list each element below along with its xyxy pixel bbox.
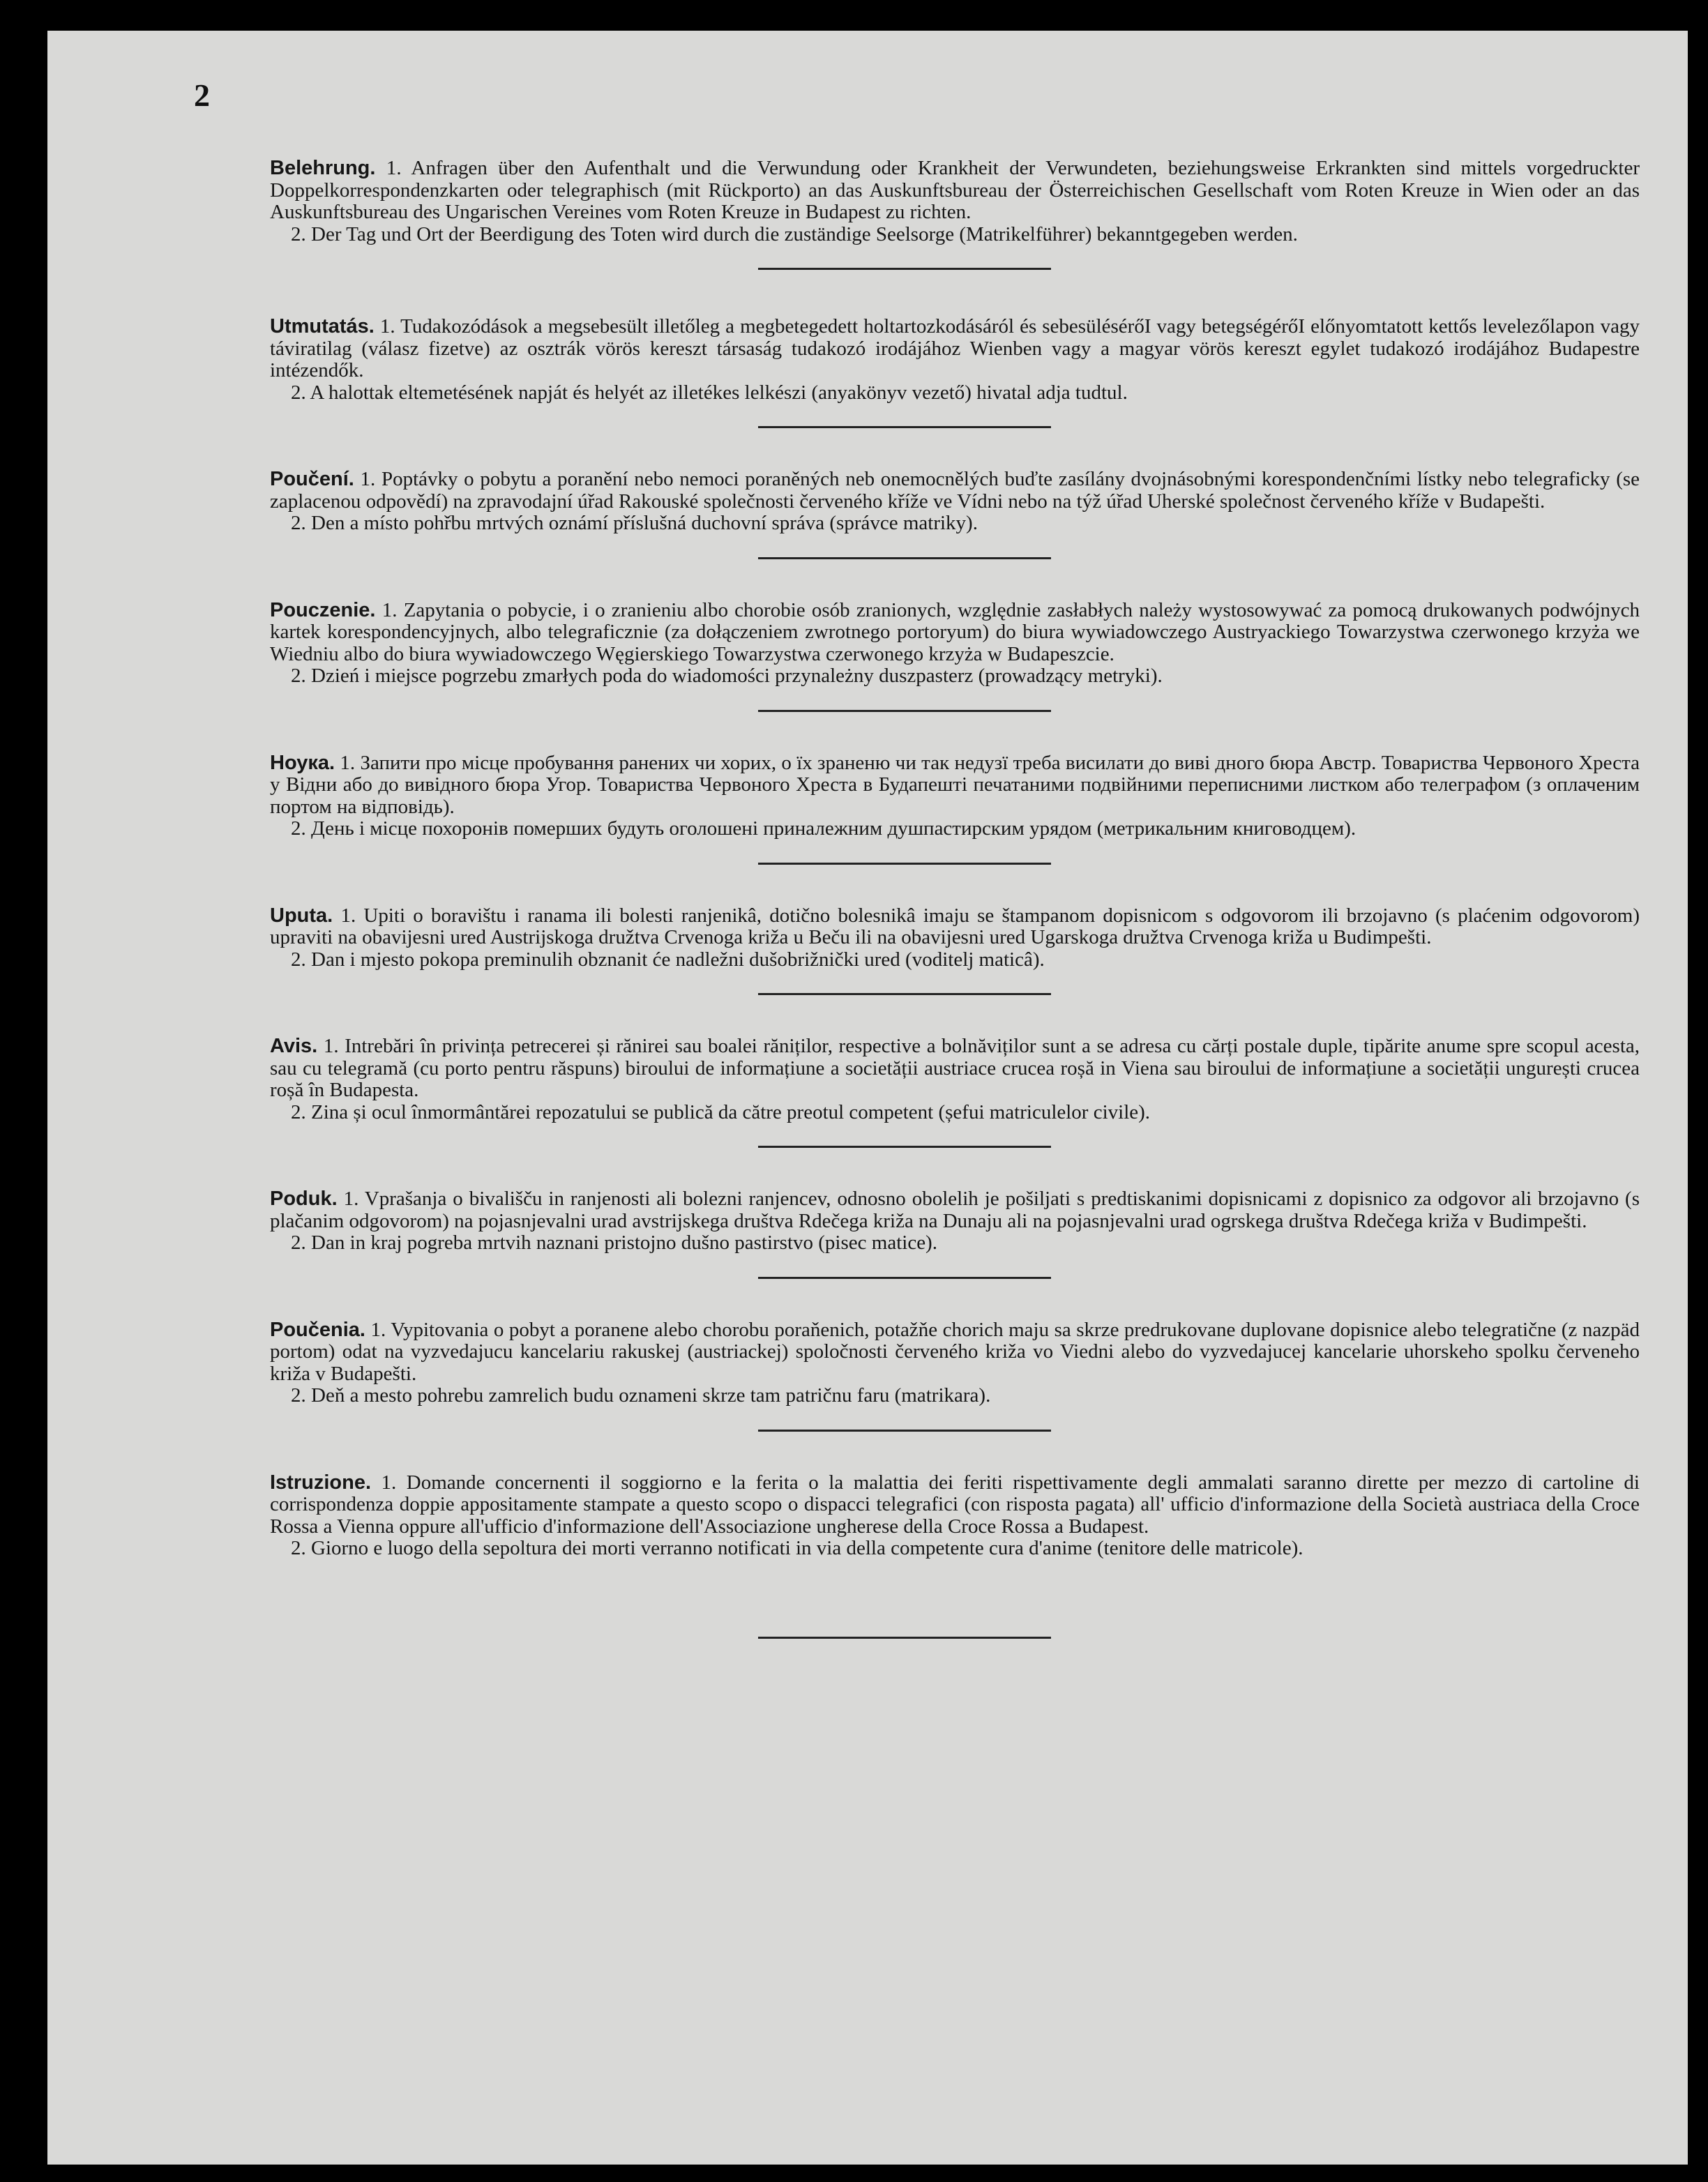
notice-paragraph-1: 1. Upiti o boravištu i ranama ili bolesti ranjenikâ, dotično bolesnikâ imaju se štampanom dopisnicom s odgovorom ili brzojavno (s plaćenim odgovorom) upraviti na obavijesni ured Austrijskoga družtva Crvenoga križa u Beču ili na obavijesni ured Ugarskoga družtva Crvenoga križa u Budimpešti. (270, 904, 1640, 948)
notice-paragraph-2: 2. Dan in kraj pogreba mrtvih naznani pristojno dušno pastirstvo (pisec matice). (291, 1232, 937, 1254)
notice-title: Poduk. (270, 1188, 338, 1210)
notice-paragraph-2: 2. Giorno e luogo della sepoltura dei morti verranno notificati in via della competente cura d'anime (tenitore delle matricole). (291, 1537, 1303, 1559)
section-divider (758, 710, 1051, 712)
notice-romanian (270, 1036, 1640, 1123)
section-divider (758, 268, 1051, 270)
section-divider (758, 1146, 1051, 1148)
notice-paragraph-1: 1. Запити про місце пробування ранених чи хорих, о їх зраненю чи так недузї треба висилати до виві дного бюра Австр. Товариства Червоного Хреста у Відни або до вивідного бюра Угор. Товариства Червоного Хреста в Будапешті печатаними подвійними переписними листком або телеграфом (з оплаченим портом на відповідь). (270, 751, 1640, 818)
notice-polish (270, 600, 1640, 688)
notice-paragraph-1: 1. Zapytania o pobycie, i o zranieniu albo chorobie osób zranionych, względnie zasłabłych należy wystosowywać za pomocą drukowanych podwójnych kartek korespondencyjnych, albo telegraficznie (za dołączeniem zwrotnego portoryum) do biura wywiadowczego Austryackiego Towarzystwa czerwonego krzyża we Wiedniu albo do biura wywiadowczego Węgierskiego Towarzystwa czerwonego krzyża w Budapeszcie. (270, 598, 1640, 665)
notice-paragraph-1: 1. Poptávky o pobytu a poranění nebo nemoci poraněných neb onemocnělých buďte zasílány dvojnásobnými korespondenčními lístky nebo telegraficky (se zaplacenou odpovědí) na zpravodajní úřad Rakouské společnosti červeného kříže ve Vídni nebo na týž úřad Uherské společnost červeného kříže v Budapešti. (270, 468, 1640, 513)
notice-title: Ноука. (270, 751, 335, 774)
notice-title: Pouczenie. (270, 598, 376, 621)
notices-column (270, 129, 1640, 1639)
notice-paragraph-1: 1. Intrebări în privința petrecerei și rănirei sau boalei răniților, respective a bolnăviților sunt a se adresa cu cărți postale duple, tipărite anume spre scopul acesta, sau cu telegramă (cu porto pentru răspuns) biroului de informațiune a societății austriace crucea roșă in Viena sau biroului de informațiune a societății ungurești crucea roșă în Budapesta. (270, 1035, 1640, 1101)
section-divider (758, 1637, 1051, 1639)
notice-czech (270, 469, 1640, 535)
notice-slovak (270, 1319, 1640, 1407)
notice-title: Avis. (270, 1035, 318, 1057)
notice-title: Istruzione. (270, 1471, 372, 1494)
section-divider (758, 557, 1051, 559)
notice-paragraph-1: 1. Vprašanja o bivališču in ranjenosti ali bolezni ranjencev, odnosno obolelih je pošiljati s predtiskanimi dopisnicami z dopisnico za odgovor ali brzojavno (s plačanim odgovorom) na pojasnjevalni urad avstrijskega društva Rdečega križa na Dunaju ali na pojasnjevalni urad ogrskega društva Rdečega križa v Budimpešti. (270, 1188, 1640, 1232)
notice-paragraph-1: 1. Anfragen über den Aufenthalt und die Verwundung oder Krankheit der Verwundeten, beziehungsweise Erkrankten sind mittels vorgedruckter Doppelkorrespondenzkarten oder telegraphisch (mit Rückporto) an das Auskunftsbureau der Österreichischen Gesellschaft vom Roten Kreuze in Wien oder an das Auskunftsbureau des Ungarischen Vereines vom Roten Kreuze in Budapest zu richten. (270, 157, 1640, 223)
notice-croatian (270, 905, 1640, 971)
document-page (47, 31, 1688, 2165)
notice-italian (270, 1472, 1640, 1560)
notice-slovenian (270, 1188, 1640, 1255)
notice-paragraph-2: 2. A halottak eltemetésének napját és helyét az illetékes lelkészi (anyakönyv vezető) hivatal adja tudtul. (291, 381, 1128, 404)
notice-paragraph-1: 1. Domande concernenti il soggiorno e la ferita o la malattia dei feriti rispettivamente degli ammalati saranno dirette per mezzo di cartoline di corrispondenza doppie appositamente stampate a questo scopo o dispacci telegrafici (con risposta pagata) all' ufficio d'informazione della Società austriaca della Croce Rossa a Vienna oppure all'ufficio d'informazione dell'Associazione ungherese della Croce Rossa a Budapest. (270, 1471, 1640, 1538)
notice-paragraph-2: 2. Der Tag und Ort der Beerdigung des Toten wird durch die zuständige Seelsorge (Matrikelführer) bekanntgegeben werden. (291, 222, 1298, 245)
notice-paragraph-2: 2. Zina și ocul înmormântărei repozatului se publică da către preotul competent (șefui matriculelor civile). (291, 1100, 1151, 1123)
section-divider (758, 426, 1051, 428)
notice-hungarian (270, 316, 1640, 404)
section-divider (758, 863, 1051, 865)
notice-paragraph-2: 2. Deň a mesto pohrebu zamrelich budu oznameni skrze tam patričnu faru (matrikara). (291, 1384, 991, 1407)
notice-title: Poučenia. (270, 1318, 365, 1341)
notice-ukrainian (270, 752, 1640, 840)
section-divider (758, 1277, 1051, 1279)
notice-title: Poučení. (270, 468, 354, 490)
notice-paragraph-2: 2. Dzień i miejsce pogrzebu zmarłych poda do wiadomości przynależny duszpasterz (prowadzący metryki). (291, 665, 1163, 687)
notice-title: Uputa. (270, 904, 333, 927)
notice-title: Belehrung. (270, 157, 376, 179)
notice-paragraph-2: 2. День і місце похоронів померших будуть оголошені приналежним душпастирским урядом (метрикальним книговодцем). (291, 817, 1356, 840)
notice-german (270, 158, 1640, 245)
notice-paragraph-2: 2. Dan i mjesto pokopa preminulih obznanit će nadležni dušobrižnički ured (voditelj maticâ). (291, 948, 1045, 971)
page-number: 2 (194, 77, 210, 113)
notice-paragraph-2: 2. Den a místo pohřbu mrtvých oznámí příslušná duchovní správa (správce matriky). (291, 512, 978, 534)
notice-paragraph-1: 1. Tudakozódások a megsebesült illetőleg a megbetegedett holtartozkodásáról és sebesülésérőI vagy betegségérőI előnyomtatott kettős levelezőlapon vagy táviratilag (válasz fizetve) az osztrák vörös kereszt társaság tudakozó irodájához Wienben vagy a magyar vörös kereszt egylet tudakozó irodájához Budapestre intézendők. (270, 315, 1640, 381)
notice-title: Utmutatás. (270, 315, 375, 338)
notice-paragraph-1: 1. Vypitovania o pobyt a poranene alebo chorobu poraňenich, potažňe chorich maju sa skrze predrukovane duplovane dopisnice alebo telegratične (z nazpäd portom) odat na vyzvedajucu kancelariu rakuskej (austriackej) spoločnosti červeného križa vo Viedni alebo do vyzvedajucej kancelarie uhorskeho spolku červeneho križa v Budapešti. (270, 1318, 1640, 1385)
section-divider (758, 1430, 1051, 1432)
section-divider (758, 993, 1051, 995)
